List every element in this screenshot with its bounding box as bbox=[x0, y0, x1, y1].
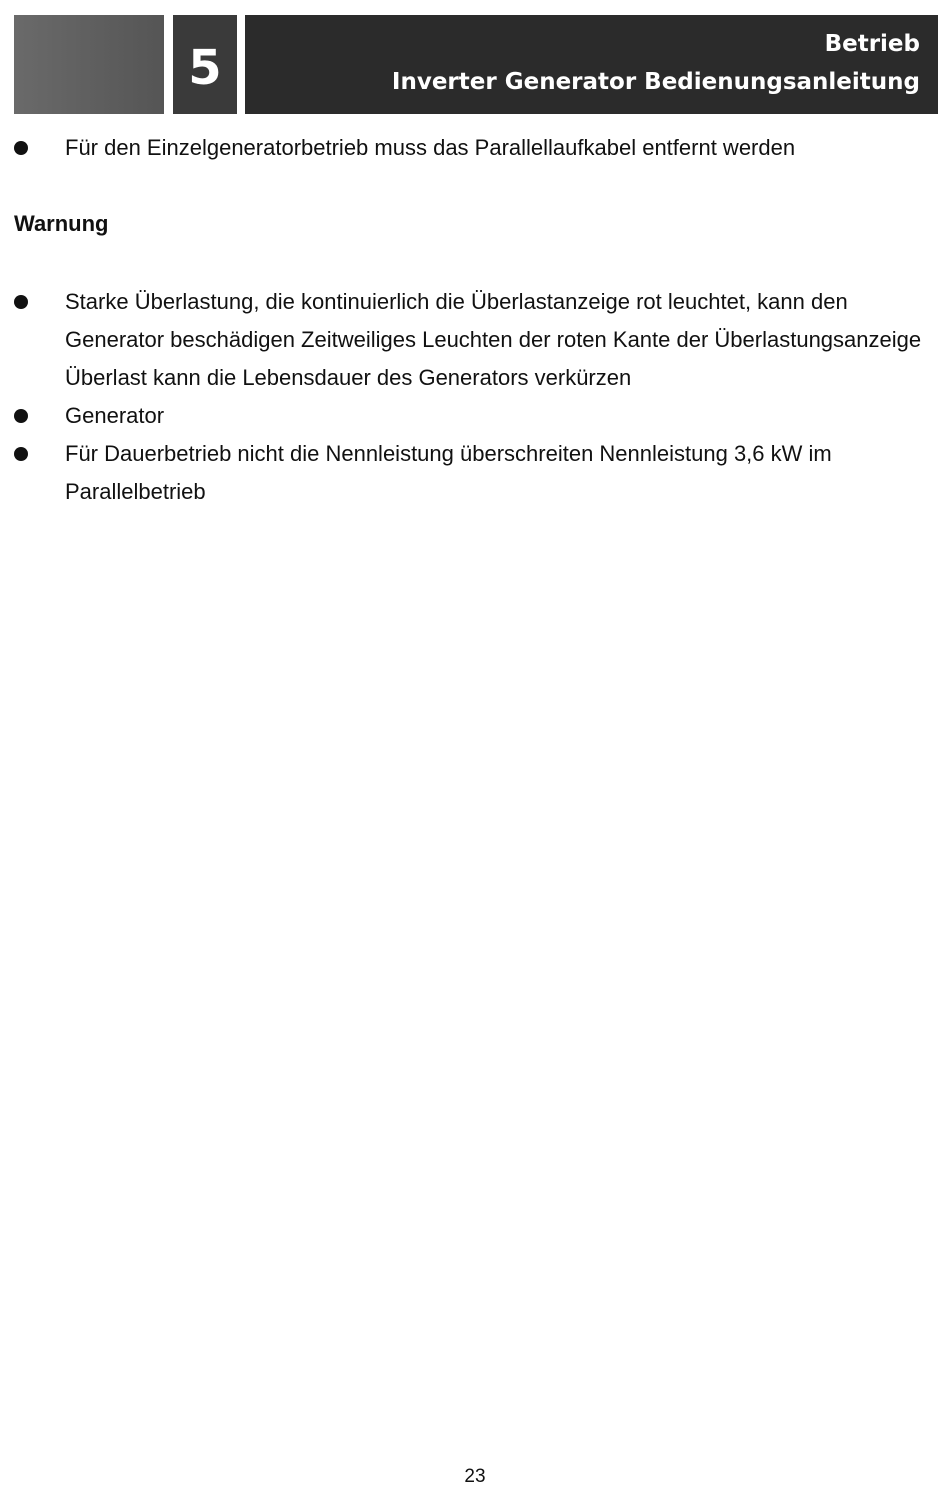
bullet-icon bbox=[14, 295, 28, 309]
bullet-icon bbox=[14, 447, 28, 461]
list-item: Für Dauerbetrieb nicht die Nennleistung überschreiten Nennleistung 3,6 kW im Parallelbetrieb bbox=[65, 441, 832, 504]
header-decor-block bbox=[14, 15, 164, 114]
list-item: Generator bbox=[65, 403, 165, 428]
bullet-icon bbox=[14, 409, 28, 423]
section-title: Betrieb bbox=[824, 31, 920, 57]
list-item: Für den Einzelgeneratorbetrieb muss das Parallellaufkabel entfernt werden bbox=[65, 135, 796, 160]
page-number: 23 bbox=[464, 1466, 486, 1487]
chapter-badge bbox=[173, 15, 237, 114]
manual-title: Inverter Generator Bedienungsanleitung bbox=[391, 69, 920, 95]
warning-heading: Warnung bbox=[14, 211, 109, 236]
list-item: Starke Überlastung, die kontinuierlich die Überlastanzeige rot leuchtet, kann den Generator beschädigen Zeitweiliges Leuchten der roten Kante der Überlastungsanzeige Überlast kann die Lebensdauer des Generators verkürzen bbox=[65, 289, 922, 390]
header-title-bar bbox=[245, 15, 938, 114]
bullet-icon bbox=[14, 141, 28, 155]
chapter-number: 5 bbox=[188, 39, 222, 96]
